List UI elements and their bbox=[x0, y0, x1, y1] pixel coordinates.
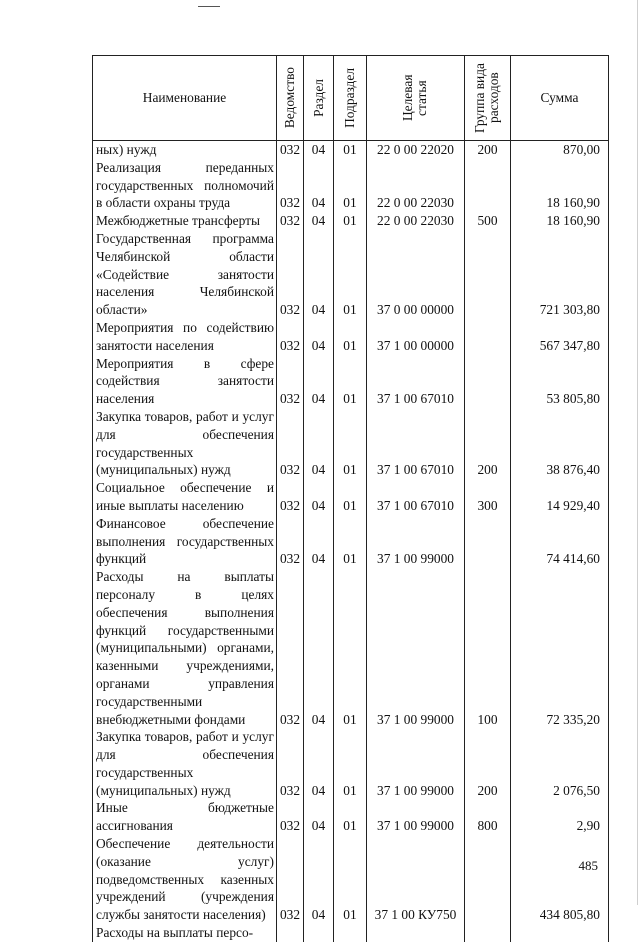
cell-amount: 72 335,20 bbox=[511, 568, 609, 728]
cell-section: 04 bbox=[304, 230, 334, 319]
cell-subsection: 01 bbox=[334, 230, 367, 319]
cell-name: Иные бюджетные ассигнования bbox=[93, 799, 277, 835]
cell-name: Расходы на выплаты персо- bbox=[93, 924, 277, 942]
cell-name: Государственная программа Челябинской области «Содействие занятости населения Челябинской области» bbox=[93, 230, 277, 319]
cell-name: Закупка товаров, работ и услуг для обеспечения государственных (муниципальных) нужд bbox=[93, 408, 277, 479]
cell-amount: 567 347,80 bbox=[511, 319, 609, 355]
cell-target-article: 37 1 00 99000 bbox=[367, 515, 465, 568]
cell-department: 032 bbox=[277, 230, 304, 319]
cell-section: 04 bbox=[304, 835, 334, 924]
header-amount: Сумма bbox=[511, 56, 609, 141]
budget-table bbox=[92, 55, 609, 942]
cell-section: 04 bbox=[304, 479, 334, 515]
cell-target-article: 37 0 00 00000 bbox=[367, 230, 465, 319]
cell-name: Социальное обеспечение и иные выплаты населению bbox=[93, 479, 277, 515]
cell-target-article: 37 1 00 00000 bbox=[367, 319, 465, 355]
cell-target-article: 37 1 00 КУ750 bbox=[367, 835, 465, 924]
cell-expense-group: 100 bbox=[465, 568, 511, 728]
cell-subsection: 01 bbox=[334, 355, 367, 408]
cell-target-article: 37 1 00 67010 bbox=[367, 408, 465, 479]
cell-target-article: 37 1 00 67010 bbox=[367, 479, 465, 515]
cell-department: 032 bbox=[277, 141, 304, 159]
cell-target-article: 37 1 00 99000 bbox=[367, 799, 465, 835]
cell-amount: 38 876,40 bbox=[511, 408, 609, 479]
cell-section: 04 bbox=[304, 319, 334, 355]
table-row bbox=[93, 568, 609, 728]
cell-department: 032 bbox=[277, 568, 304, 728]
cell-target-article: 22 0 00 22020 bbox=[367, 141, 465, 159]
cell-expense-group bbox=[465, 835, 511, 924]
cell-amount: 18 160,90 bbox=[511, 212, 609, 230]
cell-expense-group: 200 bbox=[465, 728, 511, 799]
cell-name: Мероприятия в сфере содействия занятости населения bbox=[93, 355, 277, 408]
cell-target-article bbox=[367, 924, 465, 942]
table-row bbox=[93, 159, 609, 212]
cell-expense-group bbox=[465, 230, 511, 319]
cell-expense-group: 300 bbox=[465, 479, 511, 515]
cell-name: Реализация переданных государственных полномочий в области охраны труда bbox=[93, 159, 277, 212]
cell-subsection: 01 bbox=[334, 159, 367, 212]
cell-department: 032 bbox=[277, 408, 304, 479]
cell-name: Закупка товаров, работ и услуг для обеспечения государственных (муниципальных) нужд bbox=[93, 728, 277, 799]
table-body bbox=[93, 141, 609, 942]
table-row bbox=[93, 924, 609, 942]
cell-expense-group bbox=[465, 924, 511, 942]
header-section: Раздел bbox=[304, 56, 334, 141]
header-subsection: Подраздел bbox=[334, 56, 367, 141]
cell-department: 032 bbox=[277, 799, 304, 835]
cell-section: 04 bbox=[304, 212, 334, 230]
cell-target-article: 22 0 00 22030 bbox=[367, 159, 465, 212]
cell-section bbox=[304, 924, 334, 942]
cell-department: 032 bbox=[277, 479, 304, 515]
cell-expense-group: 500 bbox=[465, 212, 511, 230]
cell-expense-group: 200 bbox=[465, 141, 511, 159]
table-row bbox=[93, 230, 609, 319]
cell-amount: 2,90 bbox=[511, 799, 609, 835]
cell-section: 04 bbox=[304, 159, 334, 212]
table-header bbox=[93, 56, 609, 141]
cell-target-article: 37 1 00 99000 bbox=[367, 728, 465, 799]
cell-name: Мероприятия по содействию занятости населения bbox=[93, 319, 277, 355]
table-row bbox=[93, 835, 609, 924]
cell-target-article: 37 1 00 99000 bbox=[367, 568, 465, 728]
cell-amount: 53 805,80 bbox=[511, 355, 609, 408]
cell-amount: 74 414,60 bbox=[511, 515, 609, 568]
header-name: Наименование bbox=[93, 56, 277, 141]
header-expense-group: Группа вида расходов bbox=[465, 56, 511, 141]
header-department: Ведомство bbox=[277, 56, 304, 141]
cell-name: Межбюджетные трансферты bbox=[93, 212, 277, 230]
table-row bbox=[93, 515, 609, 568]
cell-subsection: 01 bbox=[334, 479, 367, 515]
cell-section: 04 bbox=[304, 355, 334, 408]
cell-expense-group bbox=[465, 319, 511, 355]
cell-section: 04 bbox=[304, 728, 334, 799]
cell-amount bbox=[511, 924, 609, 942]
cell-expense-group: 200 bbox=[465, 408, 511, 479]
cell-amount: 721 303,80 bbox=[511, 230, 609, 319]
cell-subsection: 01 bbox=[334, 835, 367, 924]
table-row bbox=[93, 728, 609, 799]
page-number: 485 bbox=[578, 858, 598, 873]
cell-subsection: 01 bbox=[334, 568, 367, 728]
cell-section: 04 bbox=[304, 568, 334, 728]
cell-department: 032 bbox=[277, 319, 304, 355]
page-edge bbox=[637, 0, 638, 905]
cell-amount: 18 160,90 bbox=[511, 159, 609, 212]
cell-department: 032 bbox=[277, 159, 304, 212]
cell-department: 032 bbox=[277, 515, 304, 568]
cell-name: Обеспечение деятельности (оказание услуг) подведомственных казенных учреждений (учреждения службы занятости населения) bbox=[93, 835, 277, 924]
cell-subsection: 01 bbox=[334, 141, 367, 159]
table-row bbox=[93, 355, 609, 408]
cell-subsection: 01 bbox=[334, 728, 367, 799]
cell-section: 04 bbox=[304, 141, 334, 159]
cell-department: 032 bbox=[277, 355, 304, 408]
table-row bbox=[93, 212, 609, 230]
cell-subsection: 01 bbox=[334, 319, 367, 355]
cell-subsection: 01 bbox=[334, 515, 367, 568]
header-target-article: Целевая статья bbox=[367, 56, 465, 141]
table-row bbox=[93, 141, 609, 159]
cell-amount: 870,00 bbox=[511, 141, 609, 159]
cell-amount: 14 929,40 bbox=[511, 479, 609, 515]
cell-amount: 2 076,50 bbox=[511, 728, 609, 799]
cell-name: Финансовое обеспечение выполнения государственных функций bbox=[93, 515, 277, 568]
table-row bbox=[93, 319, 609, 355]
table-row bbox=[93, 799, 609, 835]
cell-subsection: 01 bbox=[334, 408, 367, 479]
cell-department bbox=[277, 924, 304, 942]
cell-expense-group bbox=[465, 159, 511, 212]
cell-department: 032 bbox=[277, 835, 304, 924]
cell-target-article: 22 0 00 22030 bbox=[367, 212, 465, 230]
cell-name: Расходы на выплаты персоналу в целях обеспечения выполнения функций государственными (муниципальными) органами, казенными учреждениями, органами управления государственными внебюджетными фондами bbox=[93, 568, 277, 728]
cell-expense-group bbox=[465, 355, 511, 408]
cell-expense-group bbox=[465, 515, 511, 568]
cell-expense-group: 800 bbox=[465, 799, 511, 835]
cell-section: 04 bbox=[304, 799, 334, 835]
cell-department: 032 bbox=[277, 728, 304, 799]
cell-target-article: 37 1 00 67010 bbox=[367, 355, 465, 408]
table-row bbox=[93, 479, 609, 515]
cell-name: ных) нужд bbox=[93, 141, 277, 159]
cell-section: 04 bbox=[304, 515, 334, 568]
cell-subsection: 01 bbox=[334, 212, 367, 230]
cell-amount: 434 805,80 bbox=[511, 835, 609, 924]
table-row bbox=[93, 408, 609, 479]
cell-subsection: 01 bbox=[334, 799, 367, 835]
top-mark bbox=[198, 6, 220, 7]
cell-subsection bbox=[334, 924, 367, 942]
cell-department: 032 bbox=[277, 212, 304, 230]
cell-section: 04 bbox=[304, 408, 334, 479]
